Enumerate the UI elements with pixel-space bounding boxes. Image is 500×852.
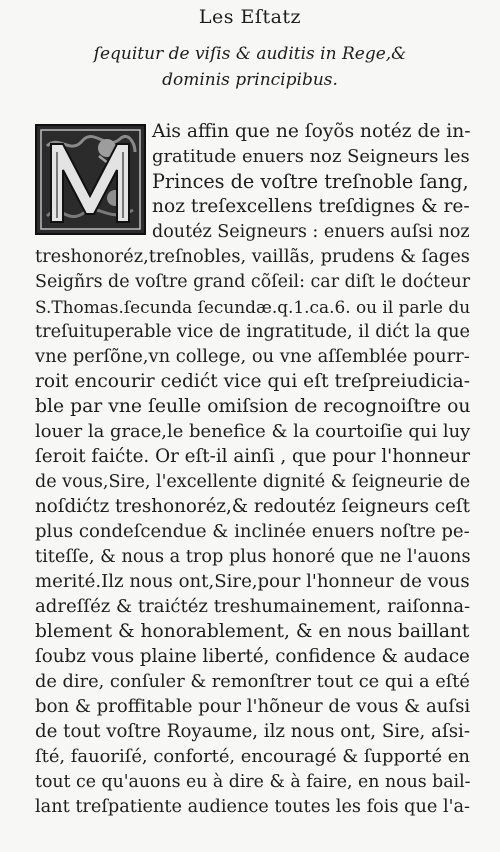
text-line-1: Ais affin que ne ſoyõs notéz de in- [152,121,471,142]
text-line-24: bon & proffitable pour l'hõneur de vous & auſsi [35,696,471,717]
text-line-8: S.Thomas.ſecunda ſecundæ.q.1.ca.6. ou il parle du [35,297,471,317]
text-line-21: blement & honorablement, & en nous baillant [35,621,470,642]
woodcut-initial-image [37,126,144,233]
text-line-26: ſté, fauoriſé, conforté, encouragé & ſupporté en [35,746,470,767]
text-line-5: doutéz Seigneurs : enuers auſsi noz [152,222,470,242]
text-line-20: adreſſéz & traićtéz treshumainement, raiſonna- [35,596,471,617]
text-line-7: Seigñrs de voſtre grand cõſeil: car diſt le doćteur [35,272,471,292]
section-subtitle-line-2: dominis principibus. [162,70,338,90]
text-line-18: titeſſe, & nous a trop plus honoré que ne l'auons [35,547,471,567]
running-head: Les Eſtatz [198,6,302,28]
text-line-22: ſoubz vous plaine liberté, confidence & audace [35,646,470,667]
text-line-2: gratitude enuers noz Seigneurs les [152,146,470,167]
text-line-9: treſuituperable vice de ingratitude, il dićt la que [35,322,471,342]
text-line-28: lant treſpatiente audience toutes les fois que l'a- [35,797,471,817]
text-line-10: vne perſõne,vn college, ou vne aſſemblée pourr- [35,346,470,367]
decorated-initial-m [35,124,146,235]
text-line-11: roit encourir cedićt vice qui eſt treſpreiudicia- [35,371,470,392]
text-line-3: Princes de voſtre treſnoble ſang, [152,170,469,193]
text-line-27: tout ce qu'auons eu à dire & à faire, en nous bail- [35,772,471,792]
text-line-16: noſdićtz treshonoréz,& redoutéz ſeigneurs ceſt [35,496,470,517]
text-line-6: treshonoréz,treſnobles, vaillãs, prudens & ſages [35,246,470,267]
text-line-17: plus condeſcendue & inclinée enuers noſtre pe- [35,521,470,542]
text-line-15: de vous,Sire, l'excellente dignité & ſeigneurie de [35,472,471,492]
text-line-13: louer la grace,le benefice & la courtoiſie qui luy [35,421,471,442]
text-line-4: noz treſexcellens treſdignes & re- [152,196,470,217]
section-subtitle-line-1: ſequitur de viſis & auditis in Rege,& [93,44,407,64]
text-line-23: de dire, conſuler & remonſtrer tout ce qui a eſté [35,672,470,692]
text-line-19: merité.Ilz nous ont,Sire,pour l'honneur de vous [35,571,470,592]
text-line-12: ble par vne ſeulle omiſsion de recognoiſtre ou [35,396,471,417]
text-line-14: ſeroit faićte. Or eſt-il ainſi , que pour l'honneur [35,446,471,467]
text-line-25: de tout voſtre Royaume, ilz nous ont, Sire, aſsi- [35,721,470,742]
